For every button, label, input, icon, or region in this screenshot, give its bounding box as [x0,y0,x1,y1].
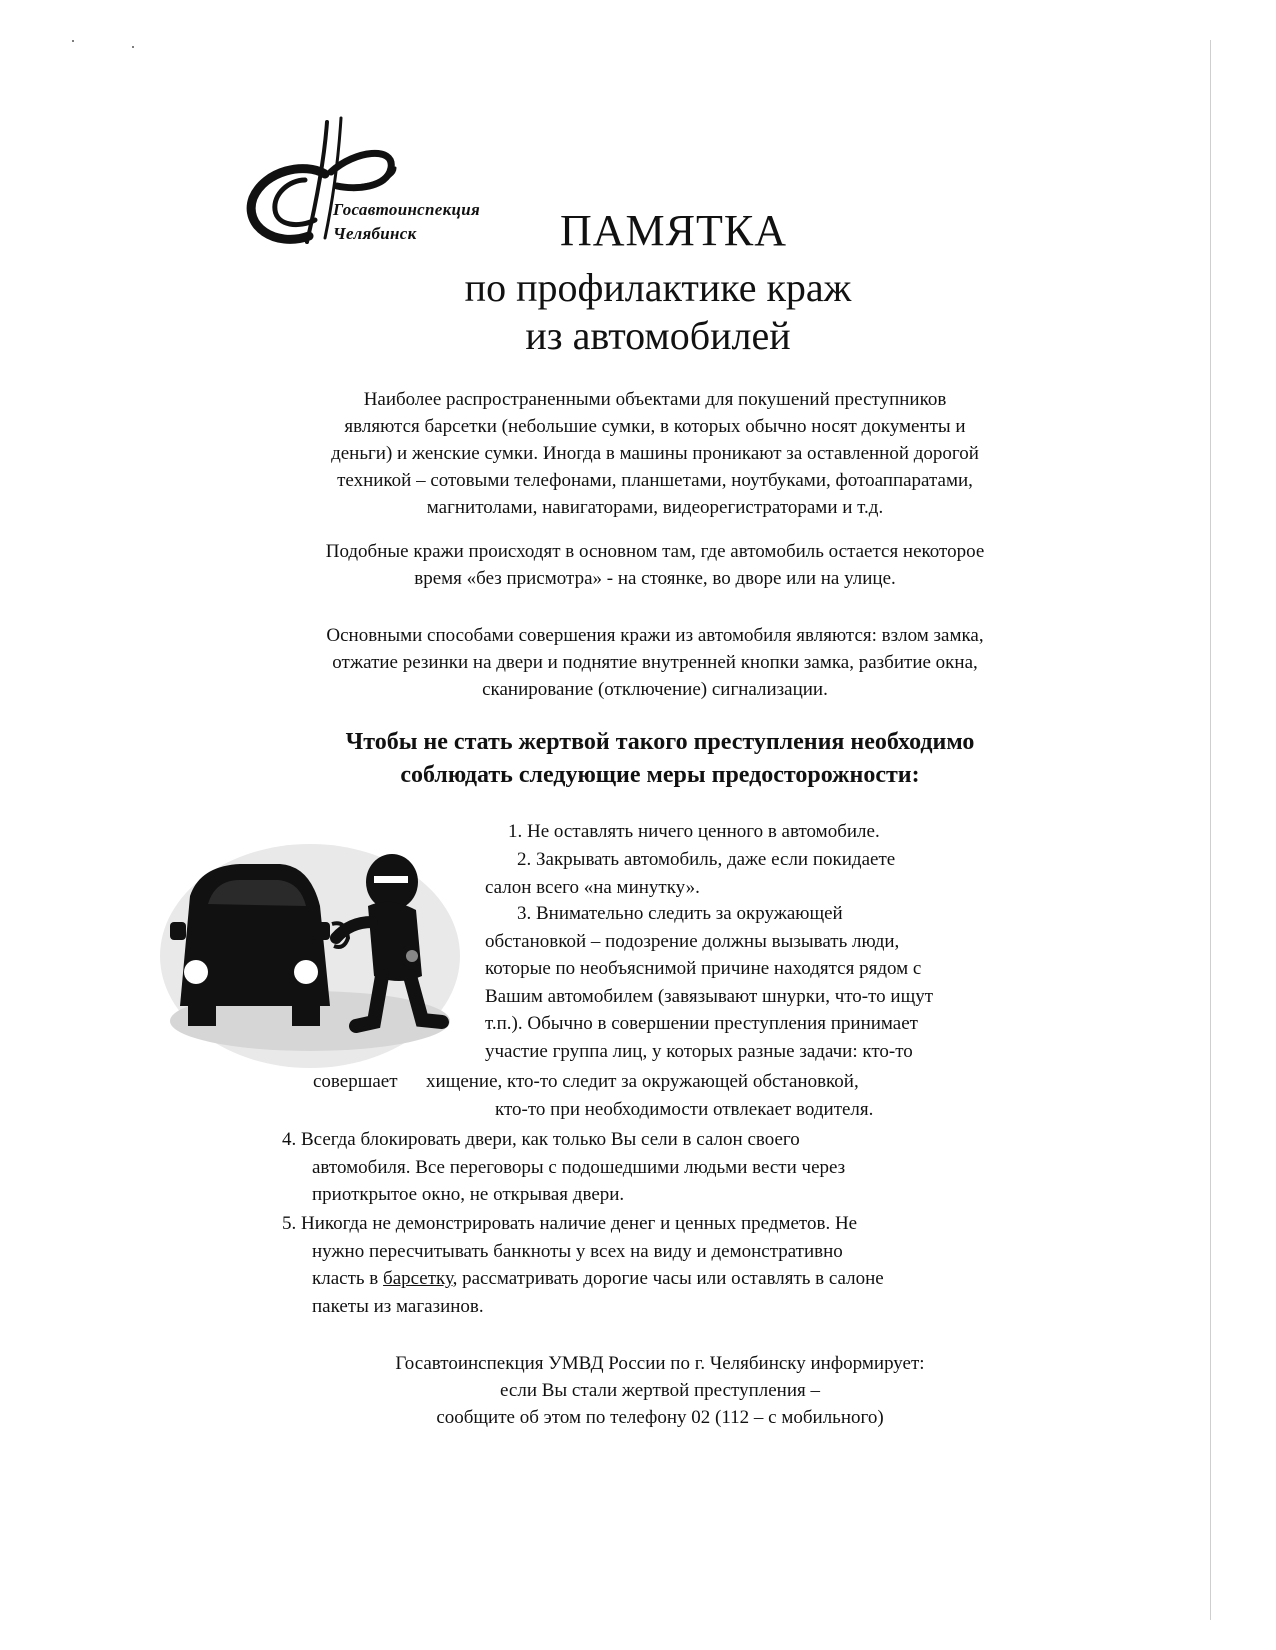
list-item-line: нужно пересчитывать банкноты у всех на виду и демонстративно [312,1240,843,1262]
list-item-number: 3. [517,903,532,924]
list-item-text: , рассматривать дорогие часы или оставлять в салоне [452,1268,884,1289]
list-item-line: которые по необъяснимой причине находятся рядом с [485,958,922,979]
list-item-line: т.п.). Обычно в совершении преступления принимает [485,1013,918,1034]
thief-breaking-into-car-icon [160,826,460,1074]
list-item-underlined-word: барсетку [383,1268,453,1289]
paragraph-methods [255,622,1055,703]
list-item-number: 2. [517,849,532,870]
list-item-line [282,1210,1042,1238]
list-item-text: Никогда не демонстрировать наличие денег и ценных предметов. Не [301,1213,858,1234]
list-item-text: Закрывать автомобиль, даже если покидаете [536,849,896,870]
logo-text-line2: Челябинск [333,224,417,243]
list-item-line: обстановкой – подозрение должны вызывать люди, [485,930,900,952]
thief-car-illustration [160,826,460,1074]
paragraph-line: отжатие резинки на двери и поднятие внутренней кнопки замка, разбитие окна, [332,652,978,673]
list-item-line: пакеты из магазинов. [312,1295,484,1317]
gai-logo [245,110,525,260]
list-item-text: Всегда блокировать двери, как только Вы сели в салон своего [301,1129,800,1150]
list-item-line: совершает хищение, кто-то следит за окружающей обстановкой, [313,1071,859,1092]
paragraph-line: Наиболее распространенными объектами для покушений преступников [363,389,947,410]
footer-line: сообщите об этом по телефону 02 (112 – с мобильного) [436,1407,884,1428]
scan-speck [132,46,134,48]
paragraph-line: Основными способами совершения кражи из автомобиля являются: взлом замка, [326,625,984,646]
footer-line: Госавтоинспекция УМВД России по г. Челябинску информирует: [395,1353,925,1374]
paragraph-line: сканирование (отключение) сигнализации. [482,679,828,700]
precautions-heading [270,726,1050,792]
list-item-line: кто-то при необходимости отвлекает водителя. [495,1098,874,1120]
footer-notice [300,1350,1020,1431]
paragraph-line: Подобные кражи происходят в основном там, где автомобиль остается некоторое [325,541,985,562]
list-item-text: Внимательно следить за окружающей [536,903,843,924]
page-subtitle-line1: по профилактике краж [464,265,852,310]
list-item-line: салон всего «на минутку». [485,876,700,898]
scan-speck [72,40,74,42]
list-item [282,1210,1042,1320]
list-item-line: Вашим автомобилем (завязывают шнурки, что-то ищут [485,985,934,1007]
list-item [485,900,1045,1065]
list-item-number: 1. [508,821,523,842]
heading-line2: соблюдать следующие меры предосторожности: [400,762,920,788]
list-item-line: участие группа лиц, у которых разные задачи: кто-то [485,1040,913,1062]
footer-line: если Вы стали жертвой преступления – [500,1380,820,1401]
list-item-continuation [313,1068,1023,1123]
paragraph-line: являются барсетки (небольшие сумки, в которых обычно носят документы и [344,416,966,437]
list-item-line [282,1265,1042,1293]
list-item-line [485,846,985,874]
list-item-line: автомобиля. Все переговоры с подошедшими людьми вести через [312,1156,846,1178]
list-item [508,818,880,846]
list-item [485,846,985,901]
list-item-line: приоткрытое окно, не открывая двери. [312,1184,625,1205]
paragraph-locations [255,538,1055,592]
list-item-number: 4. [282,1129,297,1150]
list-item-text: класть в [312,1268,384,1289]
heading-line1: Чтобы не стать жертвой такого преступления необходимо [345,729,975,755]
paragraph-line: техникой – сотовыми телефонами, планшетами, ноутбуками, фотоаппаратами, [337,470,973,491]
list-item-line [282,1126,1012,1154]
paragraph-line: время «без присмотра» - на стоянке, во дворе или на улице. [414,568,896,589]
page-title: ПАМЯТКА [560,206,788,255]
paragraph-line: магнитолами, навигаторами, видеорегистраторами и т.д. [426,497,884,518]
paragraph-line: деньги) и женские сумки. Иногда в машины проникают за оставленной дорогой [331,443,979,464]
list-item-number: 5. [282,1213,297,1234]
list-item [282,1126,1012,1209]
logo-text-line1: Госавтоинспекция [333,200,481,219]
paragraph-targets [255,386,1055,521]
list-item-line [485,900,1045,928]
list-item-text: Не оставлять ничего ценного в автомобиле. [527,821,880,842]
page-subtitle-line2: из автомобилей [525,313,791,358]
